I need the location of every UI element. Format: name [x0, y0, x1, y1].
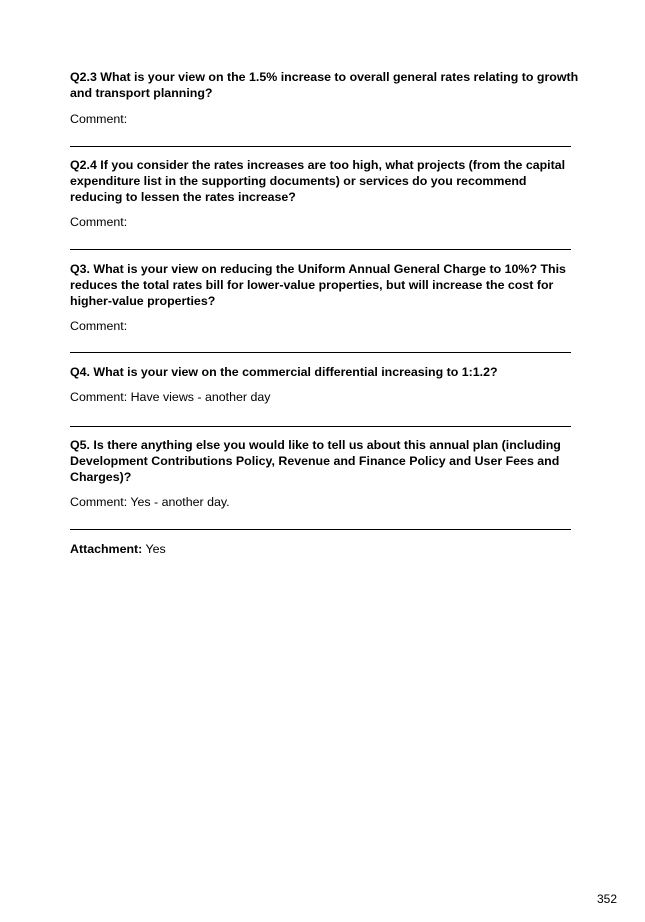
- comment-line: [70, 494, 580, 510]
- attachment-value: Yes: [145, 542, 166, 556]
- attachment-line: [70, 541, 580, 557]
- comment-value: Yes - another day.: [130, 495, 230, 509]
- question-block-q2-3: [70, 69, 580, 127]
- question-text: Q4. What is your view on the commercial differential increasing to 1:1.2?: [70, 365, 498, 379]
- question-text: Q2.4 If you consider the rates increases are too high, what projects (from the capital expenditure list in the supporting documents) or services do you recommend reducing to lessen the rates increase?: [70, 158, 566, 204]
- separator-line: [70, 426, 571, 427]
- attachment-label: Attachment:: [70, 542, 143, 556]
- question-block-q2-4: [70, 157, 580, 230]
- comment-label: Comment:: [70, 319, 128, 333]
- question-text: Q3. What is your view on reducing the Uniform Annual General Charge to 10%? This reduces the total rates bill for lower-value properties, but will increase the cost for higher-value properties?: [70, 262, 566, 308]
- comment-line: [70, 111, 580, 127]
- comment-label: Comment:: [70, 390, 128, 404]
- question-block-q3: [70, 261, 580, 334]
- question-block-q5: [70, 437, 580, 510]
- comment-label: Comment:: [70, 495, 128, 509]
- comment-line: [70, 389, 580, 405]
- question-text: Q5. Is there anything else you would like to tell us about this annual plan (including Development Contributions Policy, Revenue and Finance Policy and User Fees and Charges)?: [70, 438, 561, 484]
- comment-label: Comment:: [70, 215, 128, 229]
- comment-label: Comment:: [70, 112, 128, 126]
- comment-line: [70, 318, 580, 334]
- separator-line: [70, 352, 571, 353]
- comment-value: Have views - another day: [130, 390, 271, 404]
- question-text: Q2.3 What is your view on the 1.5% increase to overall general rates relating to growth and transport planning?: [70, 70, 579, 100]
- comment-line: [70, 214, 580, 230]
- separator-line: [70, 146, 571, 147]
- separator-line: [70, 529, 571, 530]
- separator-line: [70, 249, 571, 250]
- question-block-q4: [70, 364, 580, 405]
- page-number: 352: [596, 892, 617, 906]
